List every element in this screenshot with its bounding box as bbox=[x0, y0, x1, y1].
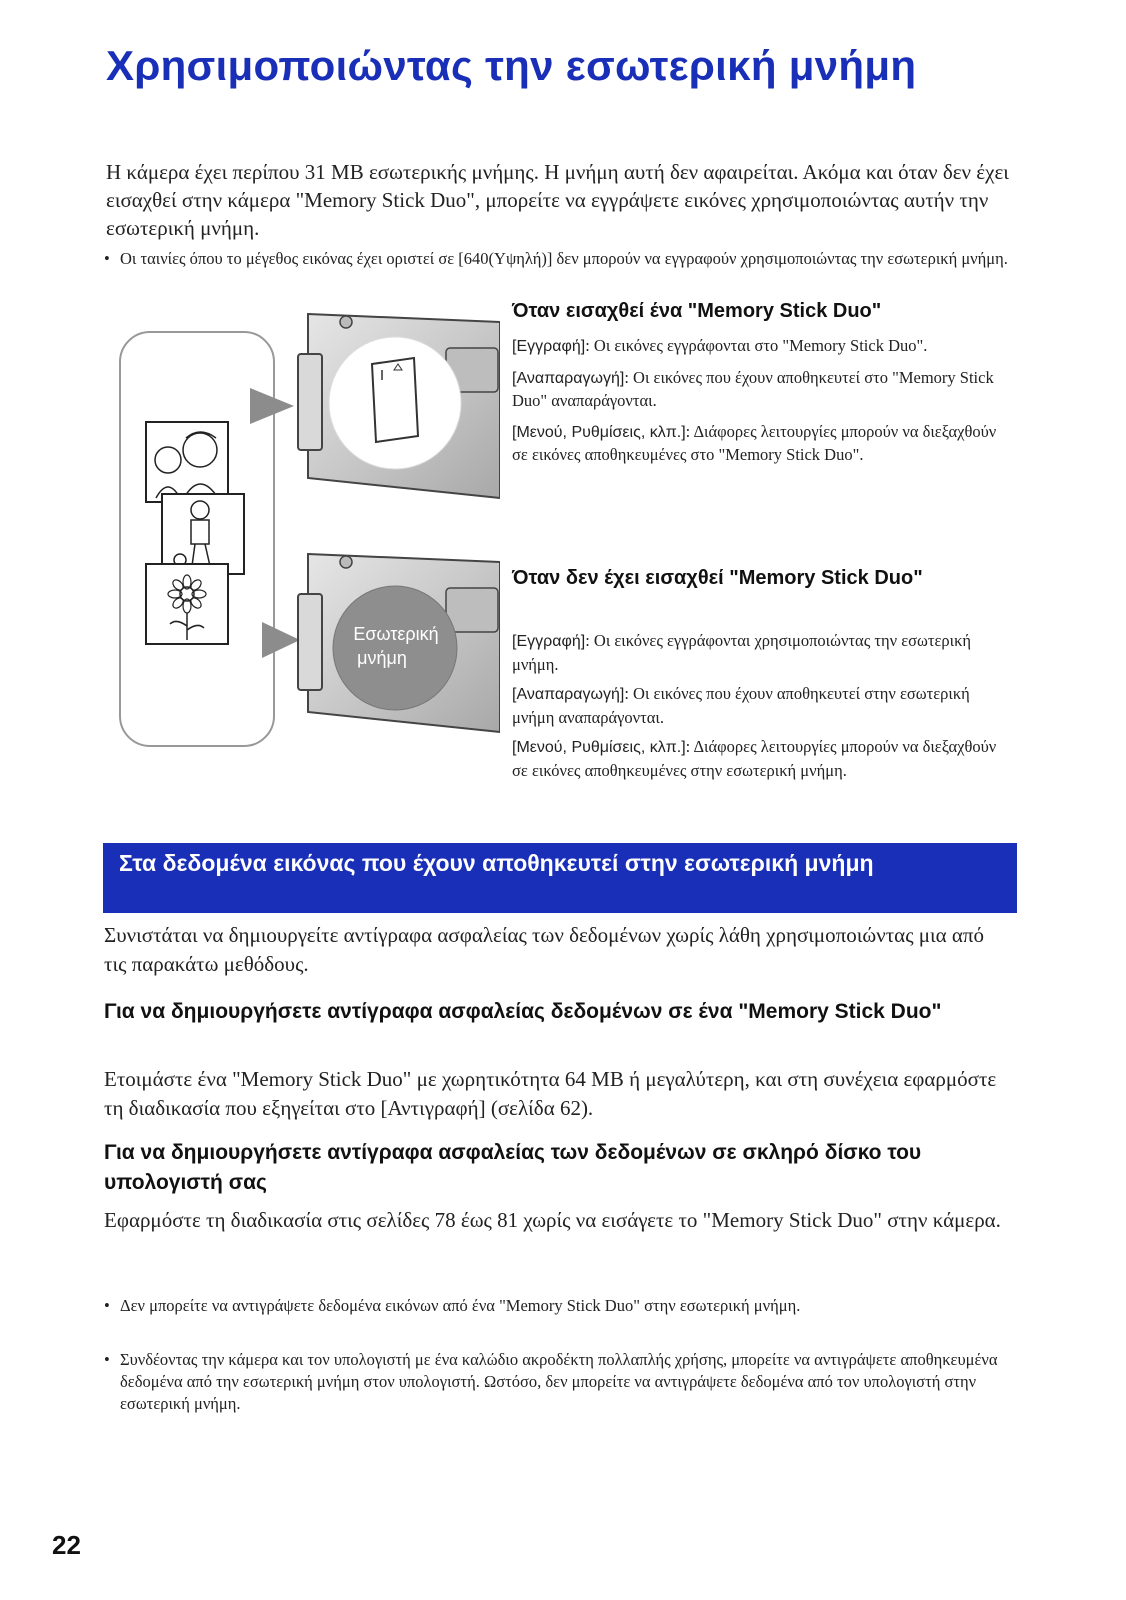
record-label: [Εγγραφή] bbox=[512, 633, 586, 650]
flower-picture-icon bbox=[146, 564, 228, 644]
note-text: Συνδέοντας την κάμερα και τον υπολογιστή με ένα καλώδιο ακροδέκτη πολλαπλής χρήσης, μπορείτε να αντιγράψετε αποθηκευμένα δεδομένα από την εσωτερική μνήμη στον υπολογιστή. Ωστόσο, δεν μπορείτε να αντιγράψετε δεδομένα από τον υπολογιστή στην εσωτερική μνήμη. bbox=[120, 1350, 998, 1413]
record-text: : Οι εικόνες εγγράφονται χρησιμοποιώντας την εσωτερική μνήμη. bbox=[512, 631, 972, 674]
playback-label: [Αναπαραγωγή] bbox=[512, 369, 625, 387]
menu-label: [Μενού, Ρυθμίσεις, κλπ.] bbox=[512, 739, 686, 756]
page-number: 22 bbox=[52, 1530, 81, 1560]
backup-intro: Συνιστάται να δημιουργείτε αντίγραφα ασφαλείας των δεδομένων χωρίς λάθη χρησιμοποιώντας μια από τις παρακάτω μεθόδους. bbox=[104, 923, 985, 976]
with-stick-heading: Όταν εισαχθεί ένα "Memory Stick Duo" bbox=[512, 300, 882, 322]
backup-pc-heading: Για να δημιουργήσετε αντίγραφα ασφαλείας των δεδομένων σε σκληρό δίσκο του υπολογιστή σας bbox=[104, 1141, 922, 1194]
record-text: : Οι εικόνες εγγράφονται στο "Memory Stick Duo". bbox=[585, 336, 928, 355]
playback-label: [Αναπαραγωγή] bbox=[512, 686, 625, 703]
playback-text: : Οι εικόνες που έχουν αποθηκευτεί στην εσωτερική μνήμη αναπαράγονται. bbox=[512, 684, 970, 727]
bullet-icon: • bbox=[104, 1350, 110, 1369]
children-picture-icon bbox=[146, 422, 228, 502]
bullet-icon: • bbox=[104, 1296, 110, 1315]
memory-stick-icon bbox=[372, 358, 418, 442]
section-title: Στα δεδομένα εικόνας που έχουν αποθηκευτεί στην εσωτερική μνήμη bbox=[119, 850, 874, 876]
note-copy-computer bbox=[104, 1349, 1030, 1415]
camera-with-stick-icon bbox=[298, 314, 500, 498]
backup-pc-text: Εφαρμόστε τη διαδικασία στις σελίδες 78 έως 81 χωρίς να εισάγετε το "Memory Stick Duo" στην κάμερα. bbox=[104, 1208, 1001, 1232]
without-stick-heading: Όταν δεν έχει εισαχθεί "Memory Stick Duo" bbox=[512, 567, 923, 589]
arrow-to-internal-icon bbox=[262, 622, 300, 658]
section-header-bar bbox=[103, 843, 1017, 913]
menu-text: : Διάφορες λειτουργίες μπορούν να διεξαχθούν σε εικόνες αποθηκευμένες στο "Memory Stick Duo". bbox=[512, 421, 997, 464]
camera-internal-memory-icon bbox=[298, 554, 500, 732]
record-label: [Εγγραφή] bbox=[512, 338, 586, 355]
backup-stick-text: Ετοιμάστε ένα "Memory Stick Duo" με χωρητικότητα 64 MB ή μεγαλύτερη, και στη συνέχεια εφαρμόστε τη διαδικασία που εξηγείται στο [Αντιγραφή] (σελίδα 62). bbox=[104, 1067, 997, 1120]
note-movies bbox=[104, 248, 1025, 270]
playback-text: : Οι εικόνες που έχουν αποθηκευτεί στο "Memory Stick Duo" αναπαράγονται. bbox=[512, 367, 994, 410]
menu-label: [Μενού, Ρυθμίσεις, κλπ.] bbox=[512, 423, 686, 441]
with-stick-description bbox=[512, 335, 1002, 475]
internal-memory-label-1: Εσωτερική bbox=[353, 624, 439, 644]
bullet-icon: • bbox=[104, 249, 110, 268]
note-text: Οι ταινίες όπου το μέγεθος εικόνας έχει οριστεί σε [640(Υψηλή)] δεν μπορούν να εγγραφούν χρησιμοποιώντας την εσωτερική μνήμη. bbox=[120, 249, 1008, 268]
page-title: Χρησιμοποιώντας την εσωτερική μνήμη bbox=[106, 42, 917, 89]
without-stick-description bbox=[512, 630, 1002, 789]
internal-memory-label-2: μνήμη bbox=[357, 648, 407, 668]
boy-picture-icon bbox=[162, 494, 244, 574]
memory-illustration bbox=[100, 308, 500, 758]
note-copy-stick bbox=[104, 1295, 1030, 1317]
menu-text: : Διάφορες λειτουργίες μπορούν να διεξαχθούν σε εικόνες αποθηκευμένες στην εσωτερική μνήμη. bbox=[512, 737, 997, 780]
note-text: Δεν μπορείτε να αντιγράψετε δεδομένα εικόνων από ένα "Memory Stick Duo" στην εσωτερική μνήμη. bbox=[120, 1296, 801, 1315]
backup-stick-heading: Για να δημιουργήσετε αντίγραφα ασφαλείας δεδομένων σε ένα "Memory Stick Duo" bbox=[104, 1000, 942, 1023]
intro-paragraph: Η κάμερα έχει περίπου 31 MB εσωτερικής μνήμης. Η μνήμη αυτή δεν αφαιρείται. Ακόμα και όταν δεν έχει εισαχθεί στην κάμερα "Memory Stick Duo", μπορείτε να εγγράψετε εικόνες χρησιμοποιώντας αυτήν την εσωτερική μνήμη. bbox=[106, 160, 1009, 240]
